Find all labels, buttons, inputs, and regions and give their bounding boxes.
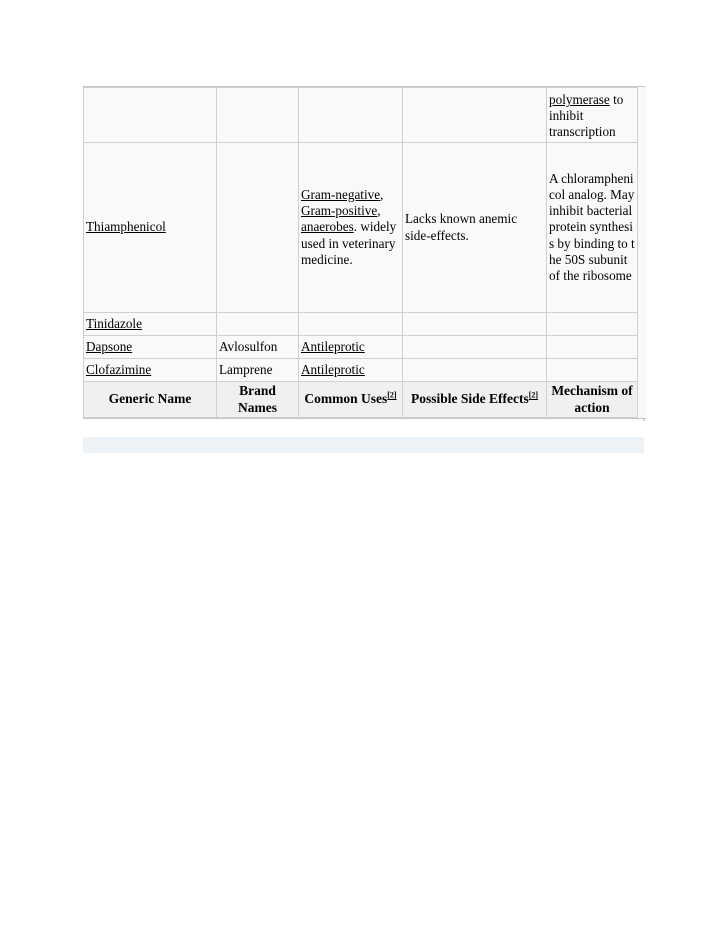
cell-uses-empty — [299, 88, 403, 143]
cell-side-effects-empty — [403, 336, 547, 359]
separator-text: , — [380, 186, 384, 202]
cell-uses — [299, 359, 403, 382]
clofazimine-link[interactable]: Clofazimine — [86, 361, 152, 377]
header-brand-names — [217, 382, 299, 418]
cell-mechanism-empty — [547, 359, 638, 382]
anaerobes-link[interactable]: anaerobes — [301, 219, 354, 235]
header-side-effects-label: Possible Side Effects — [410, 391, 529, 407]
header-mechanism: Mechanism of action — [547, 382, 638, 418]
dapsone-link[interactable]: Dapsone — [86, 338, 133, 354]
table-footer-band — [83, 437, 644, 453]
cell-side-effects-empty — [403, 88, 547, 143]
cell-side-effects-empty — [403, 359, 547, 382]
separator-text: , — [377, 203, 381, 219]
uses-text: . widely used in veterinary medicine. — [301, 219, 397, 267]
table-row-dapsone — [84, 336, 638, 359]
cell-generic — [84, 359, 217, 382]
antileprotic-link[interactable]: Antileprotic — [301, 361, 365, 377]
gram-negative-link[interactable]: Gram-negative — [301, 186, 381, 202]
reference-link[interactable]: [2] — [387, 390, 397, 400]
cell-side-effects-empty — [403, 313, 547, 336]
cell-generic — [84, 143, 217, 313]
header-side-effects — [403, 382, 547, 418]
antileprotic-link[interactable]: Antileprotic — [301, 338, 365, 354]
table-header-row — [84, 382, 638, 418]
table-row-continued — [84, 88, 638, 143]
gram-positive-link[interactable]: Gram-positive — [301, 203, 378, 219]
cell-mechanism-empty — [547, 336, 638, 359]
polymerase-link[interactable]: polymerase — [549, 92, 610, 107]
cell-side-effects: Lacks known anemic side-effects. — [403, 143, 547, 313]
cell-brand-empty — [217, 313, 299, 336]
thiamphenicol-link[interactable]: Thiamphenicol — [86, 219, 166, 235]
drug-table — [83, 87, 638, 418]
cell-mechanism: A chloramphenicol analog. May inhibit bacterial protein synthesis by binding to the 50S subunit of the ribosome — [547, 143, 638, 313]
cell-uses — [299, 336, 403, 359]
cell-generic — [84, 336, 217, 359]
table-row-tinidazole — [84, 313, 638, 336]
cell-generic — [84, 313, 217, 336]
table-row-thiamphenicol — [84, 143, 638, 313]
cell-mechanism — [547, 88, 638, 143]
table-row-clofazimine — [84, 359, 638, 382]
reference-link[interactable]: [2] — [528, 390, 539, 400]
cell-uses-empty — [299, 313, 403, 336]
tinidazole-link[interactable]: Tinidazole — [86, 315, 142, 331]
cell-brand-empty — [217, 143, 299, 313]
header-generic-name: Generic Name — [84, 382, 217, 418]
cell-uses — [299, 143, 403, 313]
header-common-uses — [299, 382, 403, 418]
cell-brand: Avlosulfon — [217, 336, 299, 359]
mechanism-text: to inhibit transcription — [549, 92, 624, 140]
cell-generic-empty — [84, 88, 217, 143]
cell-brand: Lamprene — [217, 359, 299, 382]
header-brand-label: Brand Names — [238, 383, 277, 415]
cell-brand-empty — [217, 88, 299, 143]
cell-mechanism-empty — [547, 313, 638, 336]
header-uses-label: Common Uses — [304, 391, 388, 407]
antibiotics-table-fragment — [83, 86, 646, 419]
